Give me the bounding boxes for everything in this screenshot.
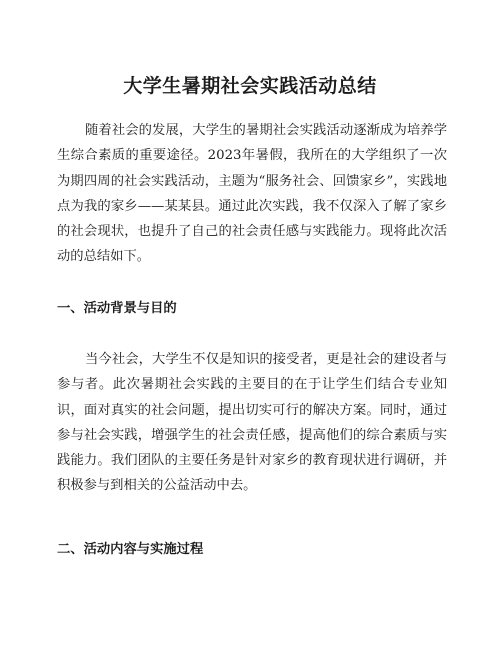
document-title: 大学生暑期社会实践活动总结 xyxy=(123,74,377,97)
intro-paragraph: 随着社会的发展，大学生的暑期社会实践活动逐渐成为培养学生综合素质的重要途径。2023年暑假，我所在的大学组织了一次为期四周的社会实践活动，主题为“服务社会、回馈家乡”，实践地点为我的家乡——某某县。通过此次实践，我不仅深入了解了家乡的社会现状，也提升了自己的社会责任感与实践能力。现将此次活动的总结如下。 xyxy=(57,123,447,265)
section-heading-content: 二、活动内容与实施过程 xyxy=(57,542,204,557)
section-body-background: 当今社会，大学生不仅是知识的接受者，更是社会的建设者与参与者。此次暑期社会实践的主要目的在于让学生们结合专业知识，面对真实的社会问题，提出切实可行的解决方案。同时，通过参与社会实践，增强学生的社会责任感，提高他们的综合素质与实践能力。我们团队的主要任务是针对家乡的教育现状进行调研，并积极参与到相关的公益活动中去。 xyxy=(57,352,447,494)
section-heading-background: 一、活动背景与目的 xyxy=(57,301,177,316)
